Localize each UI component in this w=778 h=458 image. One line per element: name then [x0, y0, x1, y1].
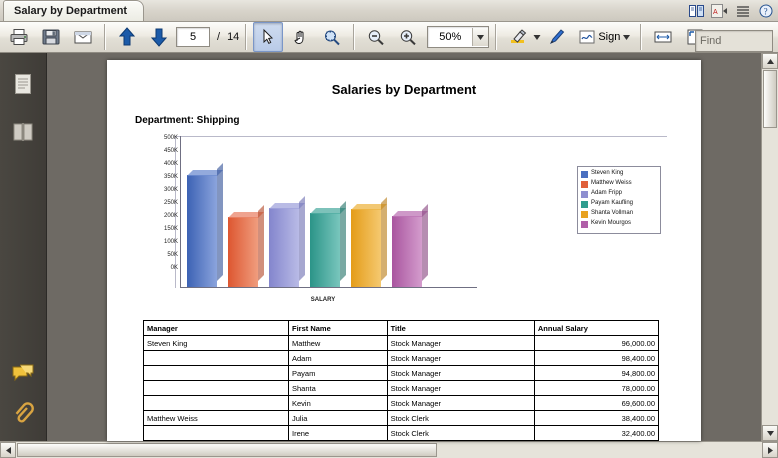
save-icon — [41, 28, 61, 46]
cell-title: Stock Manager — [387, 381, 534, 396]
table-header-row — [144, 321, 659, 336]
cell-first-name: Payam — [288, 366, 387, 381]
next-page-icon — [150, 27, 168, 47]
scroll-left-button[interactable] — [0, 442, 16, 458]
y-tick: 350K — [163, 174, 178, 180]
title-bar-actions — [688, 2, 774, 19]
y-tick: 400K — [163, 161, 178, 167]
previous-page-icon — [118, 27, 136, 47]
cell-manager: Matthew Weiss — [144, 411, 289, 426]
legend-item — [581, 190, 657, 198]
cell-salary: 32,400.00 — [534, 426, 658, 441]
cell-manager: Steven King — [144, 336, 289, 351]
legend-swatch — [581, 171, 588, 178]
cell-title: Stock Manager — [387, 366, 534, 381]
highlight-button[interactable] — [503, 22, 533, 52]
legend-label: Matthew Weiss — [591, 180, 632, 186]
table-row — [144, 396, 659, 411]
hand-tool-icon — [291, 28, 309, 46]
chart-y-axis-line — [180, 136, 181, 288]
cell-first-name: Shanta — [288, 381, 387, 396]
pages-thumbnail-icon[interactable] — [10, 71, 36, 97]
chart-x-axis-label: SALARY — [310, 297, 336, 303]
department-label: Department: Shipping — [135, 115, 240, 126]
chart-legend — [577, 166, 661, 234]
salary-bar-chart — [147, 136, 667, 306]
toolbar-separator-4 — [495, 24, 497, 50]
toolbar-separator — [104, 24, 106, 50]
cell-first-name: Matthew — [288, 336, 387, 351]
navigation-pane-bottom — [0, 361, 46, 427]
y-tick: 500K — [163, 135, 178, 141]
previous-page-button[interactable] — [112, 22, 142, 52]
column-header-manager: Manager — [144, 321, 289, 336]
fit-width-button[interactable] — [648, 22, 678, 52]
salary-table — [143, 320, 659, 441]
cell-first-name: Julia — [288, 411, 387, 426]
scroll-up-button[interactable] — [762, 53, 778, 69]
cell-first-name: Adam — [288, 351, 387, 366]
y-tick: 150K — [163, 226, 178, 232]
y-tick: 250K — [163, 200, 178, 206]
legend-label: Shanta Vollman — [591, 210, 634, 216]
column-header-first-name: First Name — [288, 321, 387, 336]
sign-label: Sign — [598, 31, 621, 43]
zoom-in-button[interactable] — [393, 22, 423, 52]
document-compare-icon[interactable] — [688, 2, 705, 19]
zoom-out-icon — [366, 28, 386, 46]
legend-swatch — [581, 191, 588, 198]
print-icon — [9, 28, 29, 46]
y-tick: 200K — [163, 213, 178, 219]
horizontal-scrollbar-thumb[interactable] — [17, 443, 437, 457]
toolbar — [0, 22, 778, 53]
pdf-page — [107, 60, 701, 441]
legend-label: Kevin Mourgos — [591, 220, 632, 226]
legend-item — [581, 170, 657, 178]
next-page-button[interactable] — [144, 22, 174, 52]
cell-salary: 38,400.00 — [534, 411, 658, 426]
y-tick: 50K — [167, 252, 178, 258]
legend-label: Payam Kaufling — [591, 200, 634, 206]
bar-kevin-mourgos — [392, 216, 422, 287]
page-separator: / — [217, 31, 221, 43]
email-icon — [73, 28, 93, 46]
legend-item — [581, 200, 657, 208]
chart-x-axis-line — [180, 287, 477, 288]
cell-first-name: Kevin — [288, 396, 387, 411]
cell-manager — [144, 351, 289, 366]
table-row — [144, 411, 659, 426]
export-pdf-icon[interactable] — [711, 2, 728, 19]
cell-title: Stock Manager — [387, 336, 534, 351]
email-button[interactable] — [68, 22, 98, 52]
svg-text:?: ? — [763, 5, 768, 16]
fit-width-icon — [653, 28, 673, 46]
legend-label: Adam Fripp — [591, 190, 623, 196]
chart-bars — [187, 159, 459, 287]
highlight-dropdown-arrow[interactable] — [533, 31, 541, 43]
toolbar-separator-3 — [353, 24, 355, 50]
table-row — [144, 426, 659, 441]
cell-title: Stock Clerk — [387, 411, 534, 426]
toolbar-separator-2 — [245, 24, 247, 50]
comments-icon[interactable] — [10, 361, 36, 387]
cell-title: Stock Manager — [387, 396, 534, 411]
find-input[interactable]: Find — [695, 30, 773, 52]
table-row — [144, 381, 659, 396]
hand-tool-button[interactable] — [285, 22, 315, 52]
cell-manager — [144, 366, 289, 381]
attachments-icon[interactable] — [10, 401, 36, 427]
y-tick: 0K — [170, 265, 178, 271]
bar-shanta-vollman — [351, 209, 381, 287]
legend-swatch — [581, 211, 588, 218]
cell-title: Stock Manager — [387, 351, 534, 366]
page-total: 14 — [227, 31, 240, 43]
viewer-body — [0, 53, 778, 441]
highlight-tool[interactable] — [503, 22, 541, 52]
cell-salary: 98,400.00 — [534, 351, 658, 366]
chart-y-axis — [147, 136, 181, 288]
page-title: Salaries by Department — [331, 82, 477, 97]
document-scroll-area[interactable] — [47, 53, 761, 441]
bar-payam-kaufling — [310, 213, 340, 287]
bar-matthew-weiss — [228, 217, 258, 287]
legend-swatch — [581, 221, 588, 228]
legend-swatch — [581, 181, 588, 188]
select-text-icon — [259, 28, 277, 46]
zoom-level-value: 50% — [439, 31, 462, 43]
scroll-right-button[interactable] — [762, 442, 778, 458]
vertical-scrollbar-thumb[interactable] — [763, 70, 777, 128]
select-text-button[interactable] — [253, 22, 283, 52]
sign-button[interactable] — [575, 24, 634, 50]
highlight-icon — [508, 28, 528, 46]
save-button[interactable] — [36, 22, 66, 52]
sign-icon — [579, 29, 595, 45]
chevron-down-icon — [623, 35, 630, 40]
legend-item — [581, 220, 657, 228]
menu-icon[interactable] — [734, 2, 751, 19]
cell-salary: 78,000.00 — [534, 381, 658, 396]
document-tab-label: Salary by Department — [14, 5, 128, 17]
bookmarks-icon[interactable] — [10, 119, 36, 145]
cell-first-name: Irene — [288, 426, 387, 441]
page-number-input[interactable]: 5 — [176, 27, 210, 47]
column-header-annual-salary: Annual Salary — [534, 321, 658, 336]
marquee-zoom-icon — [322, 28, 342, 46]
pen-icon — [548, 28, 568, 46]
y-tick: 300K — [163, 187, 178, 193]
pen-button[interactable] — [543, 22, 573, 52]
cell-manager — [144, 426, 289, 441]
help-icon[interactable] — [757, 2, 774, 19]
svg-text:A: A — [713, 8, 718, 16]
zoom-level-combobox[interactable] — [427, 26, 489, 48]
zoom-out-button[interactable] — [361, 22, 391, 52]
table-row — [144, 336, 659, 351]
cell-title: Stock Clerk — [387, 426, 534, 441]
legend-label: Steven King — [591, 170, 624, 176]
vertical-scrollbar[interactable] — [761, 53, 778, 441]
scroll-down-button[interactable] — [762, 425, 778, 441]
cell-salary: 69,600.00 — [534, 396, 658, 411]
legend-swatch — [581, 201, 588, 208]
bar-steven-king — [187, 175, 217, 287]
marquee-zoom-button[interactable] — [317, 22, 347, 52]
cell-manager — [144, 396, 289, 411]
cell-salary: 94,800.00 — [534, 366, 658, 381]
y-tick: 450K — [163, 148, 178, 154]
column-header-title: Title — [387, 321, 534, 336]
legend-item — [581, 180, 657, 188]
y-tick: 100K — [163, 239, 178, 245]
title-bar — [0, 0, 778, 22]
bar-adam-fripp — [269, 208, 299, 287]
document-tab[interactable] — [3, 0, 144, 21]
table-row — [144, 351, 659, 366]
toolbar-separator-5 — [640, 24, 642, 50]
cell-salary: 96,000.00 — [534, 336, 658, 351]
navigation-pane — [0, 53, 47, 441]
horizontal-scrollbar[interactable] — [0, 441, 778, 458]
table-row — [144, 366, 659, 381]
cell-manager — [144, 381, 289, 396]
legend-item — [581, 210, 657, 218]
chevron-down-icon[interactable] — [472, 28, 488, 46]
zoom-in-icon — [398, 28, 418, 46]
print-button[interactable] — [4, 22, 34, 52]
